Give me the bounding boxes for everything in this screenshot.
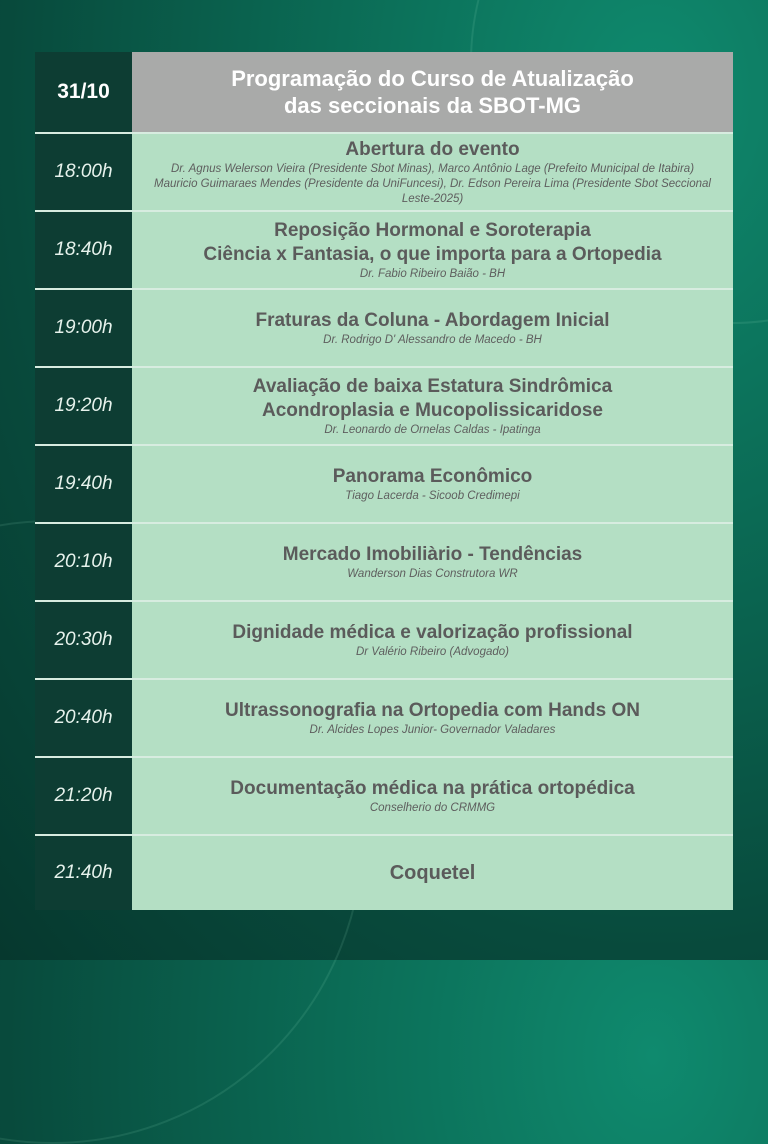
session-title: Avaliação de baixa Estatura Sindrômica — [252, 375, 613, 397]
session-time: 21:40h — [35, 836, 132, 910]
session-details — [132, 524, 733, 600]
session-title: Ciência x Fantasia, o que importa para a Ortopedia — [203, 243, 662, 265]
session-speaker: Tiago Lacerda - Sicoob Credimepi — [345, 489, 520, 502]
session-details — [132, 290, 733, 366]
schedule-table — [35, 52, 733, 910]
session-title: Acondroplasia e Mucopolissicaridose — [261, 399, 604, 421]
session-time: 18:40h — [35, 212, 132, 288]
session-details — [132, 446, 733, 522]
session-time: 20:10h — [35, 524, 132, 600]
session-title: Reposição Hormonal e Soroterapia — [274, 219, 591, 241]
session-speaker: Wanderson Dias Construtora WR — [347, 567, 518, 580]
session-title: Documentação médica na prática ortopédica — [230, 777, 635, 799]
session-speaker: Mauricio Guimaraes Mendes (Presidente da UniFuncesi), Dr. Edson Pereira Lima (Presidente Sbot Seccional Leste-2025) — [154, 177, 711, 205]
session-speaker: Dr. Alcides Lopes Junior- Governador Valadares — [309, 723, 556, 736]
schedule-row — [35, 678, 733, 756]
session-details — [132, 758, 733, 834]
schedule-row — [35, 756, 733, 834]
session-title: Panorama Econômico — [332, 465, 533, 487]
session-speaker: Dr Valério Ribeiro (Advogado) — [356, 645, 509, 658]
session-details — [132, 602, 733, 678]
schedule-row — [35, 600, 733, 678]
session-title: Mercado Imobiliàrio - Tendências — [282, 543, 583, 565]
session-speaker: Dr. Rodrigo D' Alessandro de Macedo - BH — [323, 333, 542, 346]
event-date: 31/10 — [35, 52, 132, 132]
session-title: Coquetel — [389, 862, 476, 884]
schedule-row — [35, 366, 733, 444]
session-time: 21:20h — [35, 758, 132, 834]
schedule-row — [35, 288, 733, 366]
schedule-row — [35, 210, 733, 288]
session-title: Abertura do evento — [345, 138, 520, 160]
schedule-row — [35, 522, 733, 600]
session-time: 18:00h — [35, 134, 132, 210]
schedule-header — [35, 52, 733, 132]
session-details — [132, 134, 733, 210]
session-time: 19:40h — [35, 446, 132, 522]
session-speaker: Dr. Leonardo de Ornelas Caldas - Ipatinga — [324, 423, 541, 436]
session-speaker: Conselherio do CRMMG — [369, 801, 496, 814]
session-time: 20:40h — [35, 680, 132, 756]
session-details — [132, 836, 733, 910]
session-title: Fraturas da Coluna - Abordagem Inicial — [255, 309, 610, 331]
session-details — [132, 212, 733, 288]
session-speaker: Dr. Fabio Ribeiro Baião - BH — [359, 267, 506, 280]
schedule-title-line: das seccionais da SBOT-MG — [283, 93, 582, 118]
session-title: Dignidade médica e valorização profissional — [232, 621, 633, 643]
schedule-title-line: Programação do Curso de Atualização — [231, 66, 634, 91]
schedule-title — [132, 52, 733, 132]
schedule-row — [35, 132, 733, 210]
session-time: 20:30h — [35, 602, 132, 678]
session-time: 19:20h — [35, 368, 132, 444]
session-details — [132, 368, 733, 444]
schedule-row — [35, 834, 733, 910]
session-speaker: Dr. Agnus Welerson Vieira (Presidente Sbot Minas), Marco Antônio Lage (Prefeito Municipal de Itabira) — [170, 162, 695, 175]
schedule-rows — [35, 132, 733, 910]
schedule-row — [35, 444, 733, 522]
session-details — [132, 680, 733, 756]
session-title: Ultrassonografia na Ortopedia com Hands ON — [225, 699, 640, 721]
session-time: 19:00h — [35, 290, 132, 366]
